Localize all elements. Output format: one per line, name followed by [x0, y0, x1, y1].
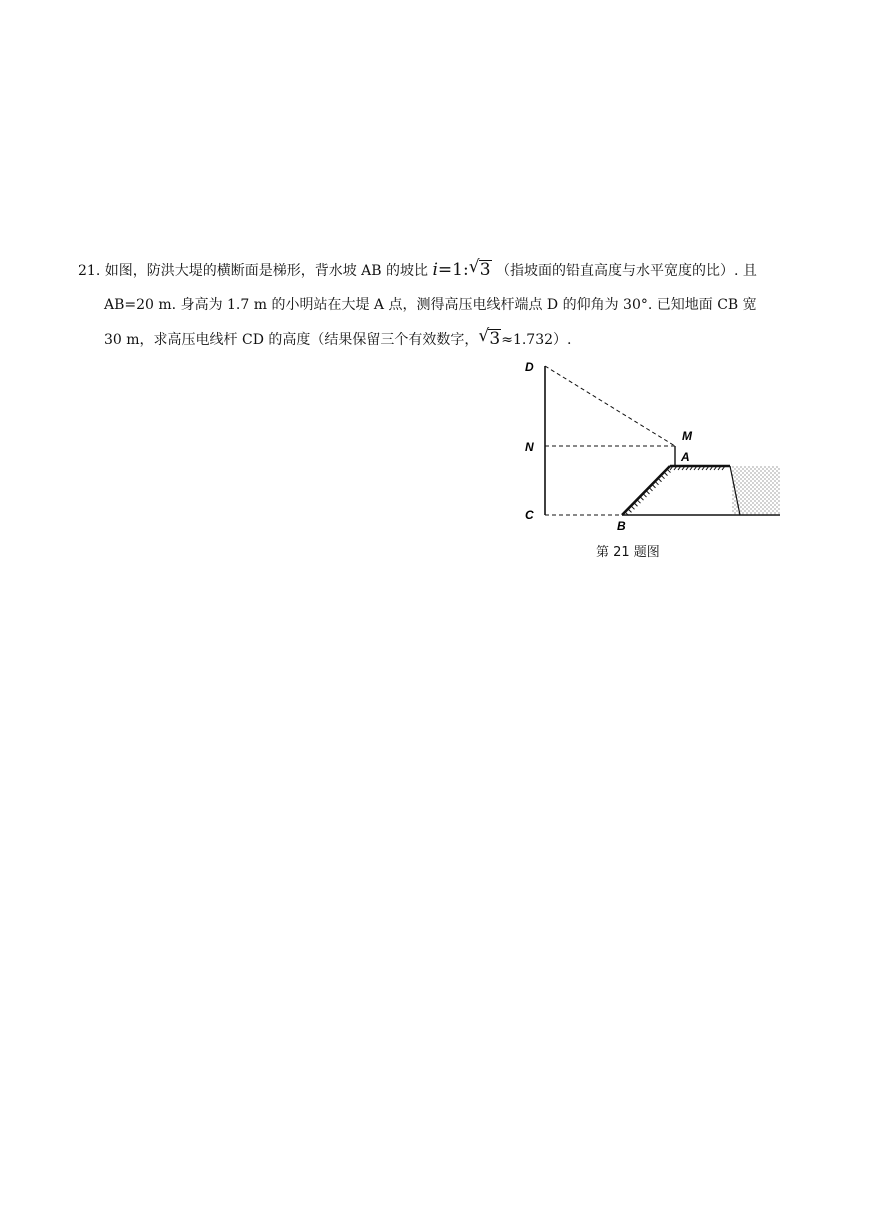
sightline-dm — [545, 366, 675, 446]
slope-ratio-radicand: 3 — [479, 260, 491, 280]
problem-line-1 — [78, 253, 793, 288]
radical-sign-icon: √ — [468, 257, 480, 277]
figure-21 — [518, 356, 788, 566]
problem-text-1b: （指坡面的铅直高度与水平宽度的比）. 且 — [496, 263, 757, 279]
hatch-mark — [661, 475, 665, 479]
problem-text-3a: 30 m，求高压电线杆 CD 的高度（结果保留三个有效数字， — [104, 332, 479, 348]
hatch-mark — [628, 509, 632, 513]
problem-line-2: AB=20 m. 身高为 1.7 m 的小明站在大堤 A 点，测得高压电线杆端点 D 的仰角为 30°. 已知地面 CB 宽 — [104, 297, 757, 313]
label-a: A — [681, 450, 690, 464]
hatch-mark — [664, 472, 668, 476]
slope-ratio-variable: i — [432, 260, 438, 280]
hatch-mark — [634, 503, 638, 507]
radical-sign-icon: √ — [478, 326, 490, 346]
problem-text-1a: 如图，防洪大堤的横断面是梯形，背水坡 AB 的坡比 — [104, 263, 429, 279]
approx-radicand: 3 — [489, 329, 501, 349]
figure-caption: 第 21 题图 — [596, 545, 660, 560]
problem-text-3b: ≈1.732）. — [501, 332, 572, 348]
hatch-mark — [646, 491, 650, 495]
slope-ratio-equals: =1: — [437, 260, 469, 280]
hatch-marks — [625, 466, 725, 515]
hatch-mark — [652, 484, 656, 488]
approx-sqrt — [478, 322, 501, 356]
hatch-mark — [637, 500, 641, 504]
label-c: C — [525, 508, 534, 522]
problem-number: 21. — [78, 263, 101, 279]
hatch-mark — [631, 506, 635, 510]
water-region — [732, 466, 780, 515]
label-n: N — [525, 440, 534, 454]
slope-ratio-sqrt — [469, 253, 492, 287]
figure-diagram — [518, 356, 788, 546]
label-b: B — [617, 519, 626, 533]
label-m: M — [682, 429, 692, 443]
problem-21 — [78, 253, 793, 357]
hatch-mark — [658, 478, 662, 482]
hatch-mark — [640, 497, 644, 501]
hatch-mark — [655, 481, 659, 485]
hatch-mark — [649, 487, 653, 491]
problem-line-3 — [78, 322, 793, 357]
hatch-mark — [643, 494, 647, 498]
label-d: D — [525, 360, 534, 374]
